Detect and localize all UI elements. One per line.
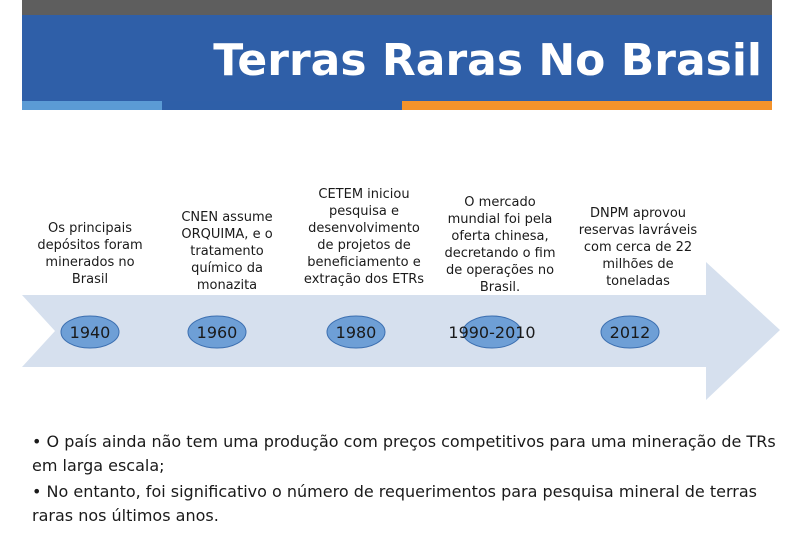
bullet-item: • No entanto, foi significativo o número de requerimentos para pesquisa mineral de terras raras nos últimos anos.	[32, 482, 757, 525]
timeline-year: 1980	[335, 323, 377, 342]
bullet-list	[32, 430, 782, 530]
timeline-year: 1990-2010	[448, 323, 536, 342]
bullet-item: • O país ainda não tem uma produção com preços competitivos para uma mineração de TRs em larga escala;	[32, 432, 776, 475]
timeline-event-text: O mercado mundial foi pela oferta chinesa, decretando o fim de operações no Brasil.	[444, 195, 556, 295]
timeline-event-text: CETEM iniciou pesquisa e desenvolvimento de projetos de beneficiamento e extração dos ETRs	[303, 187, 425, 287]
timeline-year: 1940	[69, 323, 111, 342]
timeline-year: 2012	[609, 323, 651, 342]
timeline-event-text: Os principais depósitos foram minerados no Brasil	[37, 221, 143, 287]
timeline-year: 1960	[196, 323, 238, 342]
timeline-event-text: CNEN assume ORQUIMA, e o tratamento químico da monazita	[181, 210, 273, 293]
timeline-event-text: DNPM aprovou reservas lavráveis com cerca de 22 milhões de toneladas	[578, 206, 698, 289]
slide-title: Terras Raras No Brasil	[213, 35, 762, 86]
